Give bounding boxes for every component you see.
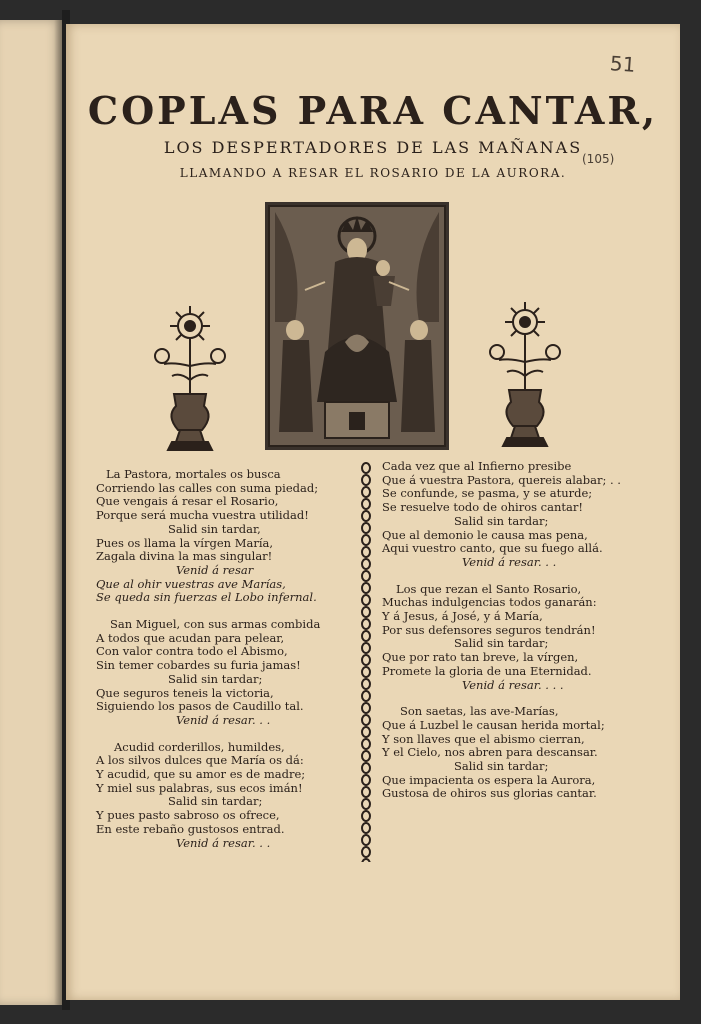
verse-line: Los que rezan el Santo Rosario, [396, 581, 582, 596]
left-page-edge [0, 20, 63, 1005]
left-column [96, 468, 346, 863]
refrain-line: Venid á resar. . . . [462, 677, 564, 692]
verse-line: Y miel sus palabras, sus ecos imán! [96, 780, 303, 795]
verse-line: Se queda sin fuerzas el Lobo infernal. [96, 590, 317, 605]
verse-line: Gustosa de ohiros sus glorias cantar. [382, 786, 597, 801]
verse-line: Cada vez que al Infierno presibe [382, 459, 572, 473]
refrain-line: Venid á resar. . . [462, 554, 557, 569]
refrain-line: Salid sin tardar; [168, 671, 263, 686]
verse-line: Aqui vuestro canto, que su fuego allá. [382, 541, 603, 556]
verse-line: Que al demonio le causa mas pena, [382, 527, 588, 542]
folio-number: 51 [609, 51, 637, 77]
verse-line: Y pues pasto sabroso os ofrece, [96, 808, 280, 823]
verse-line: Corriendo las calles con suma piedad; [96, 480, 319, 495]
refrain-line: Salid sin tardar, [168, 521, 261, 536]
verse-line: Que á Luzbel le causan herida mortal; [382, 717, 605, 732]
stanza [96, 741, 346, 851]
verse-line: Que al ohir vuestras ave Marías, [96, 576, 286, 591]
stanza [382, 583, 642, 693]
verse-line: Con valor contra todo el Abismo, [96, 644, 288, 659]
verse-line: Se resuelve todo de ohiros cantar! [382, 500, 583, 515]
verse-line: Y á Jesus, á José, y á María, [382, 609, 543, 624]
verse-line: En este rebaño gustosos entrad. [96, 821, 285, 836]
main-title: COPLAS PARA CANTAR, [87, 88, 659, 133]
stanza [382, 705, 642, 801]
verse-line: Y son llaves que el abismo cierran, [382, 731, 585, 746]
verse-line: Son saetas, las ave-Marías, [400, 704, 559, 719]
refrain-line: Salid sin tardar; [454, 759, 549, 774]
chain-divider [359, 462, 373, 862]
verse-line: Que vengais á resar el Rosario, [96, 494, 279, 509]
verse-line: Por sus defensores seguros tendrán! [382, 622, 596, 637]
subtitle-2: LLAMANDO A RESAR EL ROSARIO DE LA AURORA. [179, 166, 567, 180]
verse-line: Que seguros teneis la victoria, [96, 685, 274, 700]
verse-line: Que por rato tan breve, la vírgen, [382, 650, 579, 665]
refrain-line: Venid á resar [176, 562, 254, 577]
subtitle: LOS DESPERTADORES DE LAS MAÑANAS [163, 138, 583, 157]
verse-line: Muchas indulgencias todos ganarán: [382, 595, 597, 610]
verse-line: Y acudid, que su amor es de madre; [96, 767, 306, 782]
madonna-woodcut [265, 202, 449, 450]
verse-line: Que á vuestra Pastora, quereis alabar; . . [382, 472, 621, 487]
stanza [96, 468, 346, 605]
flower-vase-icon [485, 298, 565, 450]
verse-line: Pues os llama la vírgen María, [96, 535, 274, 550]
verse-line: Que impacienta os espera la Aurora, [382, 772, 596, 787]
refrain-line: Salid sin tardar; [168, 794, 263, 809]
verse-line: Siguiendo los pasos de Caudillo tal. [96, 699, 304, 714]
flower-vase-icon [150, 302, 230, 454]
right-column [382, 460, 642, 814]
verse-line: Se confunde, se pasma, y se aturde; [382, 486, 593, 501]
verse-line: Zagala divina la mas singular! [96, 549, 273, 564]
stanza [96, 618, 346, 728]
stanza [382, 460, 642, 570]
inventory-note: (105) [582, 152, 615, 166]
refrain-line: Salid sin tardar; [454, 636, 549, 651]
verse-line: Y el Cielo, nos abren para descansar. [382, 745, 598, 760]
verse-line: Porque será mucha vuestra utilidad! [96, 508, 309, 523]
verse-line: Promete la gloria de una Eternidad. [382, 663, 592, 678]
verse-line: A los silvos dulces que María os dá: [96, 753, 304, 768]
refrain-line: Venid á resar. . . [176, 712, 271, 727]
verse-line: La Pastora, mortales os busca [106, 467, 281, 481]
verse-line: Sin temer cobardes su furia jamas! [96, 658, 301, 673]
verse-line: San Miguel, con sus armas combida [110, 617, 321, 632]
verse-line: A todos que acudan para pelear, [96, 630, 285, 645]
verse-line: Acudid corderillos, humildes, [114, 739, 285, 754]
refrain-line: Venid á resar. . . [176, 835, 271, 850]
refrain-line: Salid sin tardar; [454, 513, 549, 528]
